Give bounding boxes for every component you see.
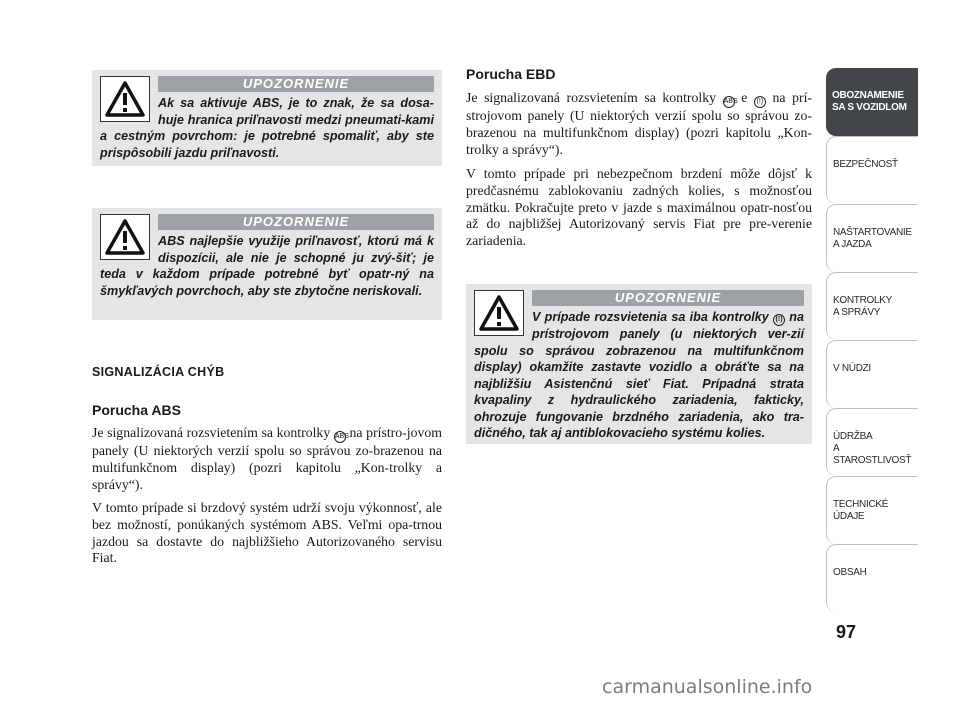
tab-label: KONTROLKY <box>833 295 892 306</box>
ebd-p1-text-a: Je signalizovaná rozsvietením sa kontrolky <box>466 90 717 105</box>
warning-box-abs-grip <box>92 208 442 320</box>
abs-warning-light-icon: ABS <box>334 431 346 443</box>
tab-label: NAŠTARTOVANIE <box>833 227 912 238</box>
ebd-fault-paragraph-1 <box>466 90 812 158</box>
tab-label: ÚDRŽBA <box>833 431 873 442</box>
tab-label: A SPRÁVY <box>833 307 881 318</box>
abs-fault-heading: Porucha ABS <box>92 402 181 418</box>
warning-text: Ak sa aktivuje ABS, je to znak, že sa dosa-huje hranica priľnavosti medzi pneumati-kami a cestným povrchom: je potrebné spomaliť, aby ste prispôsobili jazdu priľnavosti. <box>100 96 434 160</box>
tab-technicke-udaje[interactable] <box>826 476 918 544</box>
tab-label: TECHNICKÉ <box>833 499 889 510</box>
ebd-p1-text-b: na prí-strojovom panely (U niektorých verzií spolu so správou zo-brazenou na multifunkčnom display) (pozri kapitolu „Kon-trolky a správy“). <box>466 90 812 157</box>
tab-oboznamenie[interactable] <box>826 68 918 136</box>
tab-label: A JAZDA <box>833 239 872 250</box>
warning-heading: UPOZORNENIE <box>532 290 804 306</box>
abs-fault-paragraph-1 <box>92 425 442 493</box>
tab-obsah[interactable] <box>826 544 918 612</box>
chapter-tabs <box>826 68 918 612</box>
tab-label: OBOZNAMENIE <box>832 90 904 101</box>
warning-box-brake-light <box>466 284 812 444</box>
tab-bezpecnost[interactable] <box>826 136 918 204</box>
brake-warning-light-icon: (!) <box>754 96 766 108</box>
tab-label: V NÚDZI <box>833 363 871 374</box>
tab-label: A STAROSTLIVOSŤ <box>833 443 912 466</box>
tab-udrzba[interactable] <box>826 408 918 476</box>
abs-p1-text-b: na prístro-jovom panely (U niektorých verzií spolu so správou zo-brazenou na multifunkčnom display) (pozri kapitolu „Kon-trolky a správy“). <box>92 425 442 492</box>
warning-text: ABS najlepšie využije priľnavosť, ktorú má k dispozícii, ale nie je schopné ju zvý-šiť; je teda v každom prípade potrebné byť opatr-ný na šmykľavých povrchoch, aby ste zbytočne neriskovali. <box>100 234 434 298</box>
warning-heading: UPOZORNENIE <box>158 76 434 92</box>
tab-label: BEZPEČNOSŤ <box>833 159 898 170</box>
abs-p1-text-a: Je signalizovaná rozsvietením sa kontrolky <box>92 425 331 440</box>
tab-kontrolky[interactable] <box>826 272 918 340</box>
ebd-fault-paragraph-2: V tomto prípade pri nebezpečnom brzdení môže dôjsť k predčasnému zablokovaniu zadných kolies, s možnosťou zmätku. Pokračujte preto v jazde s maximálnou opatr-nosťou až do najbližšej Autorizovaný servis Fiat pre pre-verenie zariadenia. <box>466 166 812 249</box>
warning-triangle-icon <box>474 290 524 336</box>
warning-heading: UPOZORNENIE <box>158 214 434 230</box>
page-number: 97 <box>836 622 857 642</box>
warning-text-a: V prípade rozsvietenia sa iba kontrolky <box>532 310 769 324</box>
abs-warning-light-icon: ABS <box>723 96 735 108</box>
tab-label: ÚDAJE <box>833 511 865 522</box>
brake-warning-light-icon: (!) <box>773 314 785 326</box>
tab-nastartovanie[interactable] <box>826 204 918 272</box>
warning-triangle-icon <box>100 76 150 122</box>
ebd-fault-heading: Porucha EBD <box>466 66 556 82</box>
abs-fault-paragraph-2: V tomto prípade si brzdový systém udrží svoju výkonnosť, ale bez možností, ponúkaných systémom ABS. Veľmi opa-trnou jazdou sa dostavte do najbližšieho Autorizovaného servisu Fiat. <box>92 500 442 566</box>
tab-v-nudzi[interactable] <box>826 340 918 408</box>
warning-triangle-icon <box>100 214 150 260</box>
tab-label: SA S VOZIDLOM <box>832 102 907 113</box>
section-title: SIGNALIZÁCIA CHÝB <box>92 365 225 379</box>
watermark: carmanualsonline.info <box>602 676 813 698</box>
tab-label: OBSAH <box>833 567 867 578</box>
warning-box-abs-activation <box>92 70 442 166</box>
ebd-p1-conj: e <box>741 90 748 105</box>
warning-text-b: na prístrojovom panely (u niektorých ver-zií spolu so správou zobrazenou na multifunkčnom display) okamžite zastavte vozidlo a obráťte sa na najbližšiu Asistenčnú sieť Fiat. Prípadná strata kvapaliny z hydraulického zariadenia, fakticky, ohrozuje fungovanie brzdného zariadenia, ako tra-dičného, tak aj antiblokovacieho systému kolies. <box>474 310 804 440</box>
